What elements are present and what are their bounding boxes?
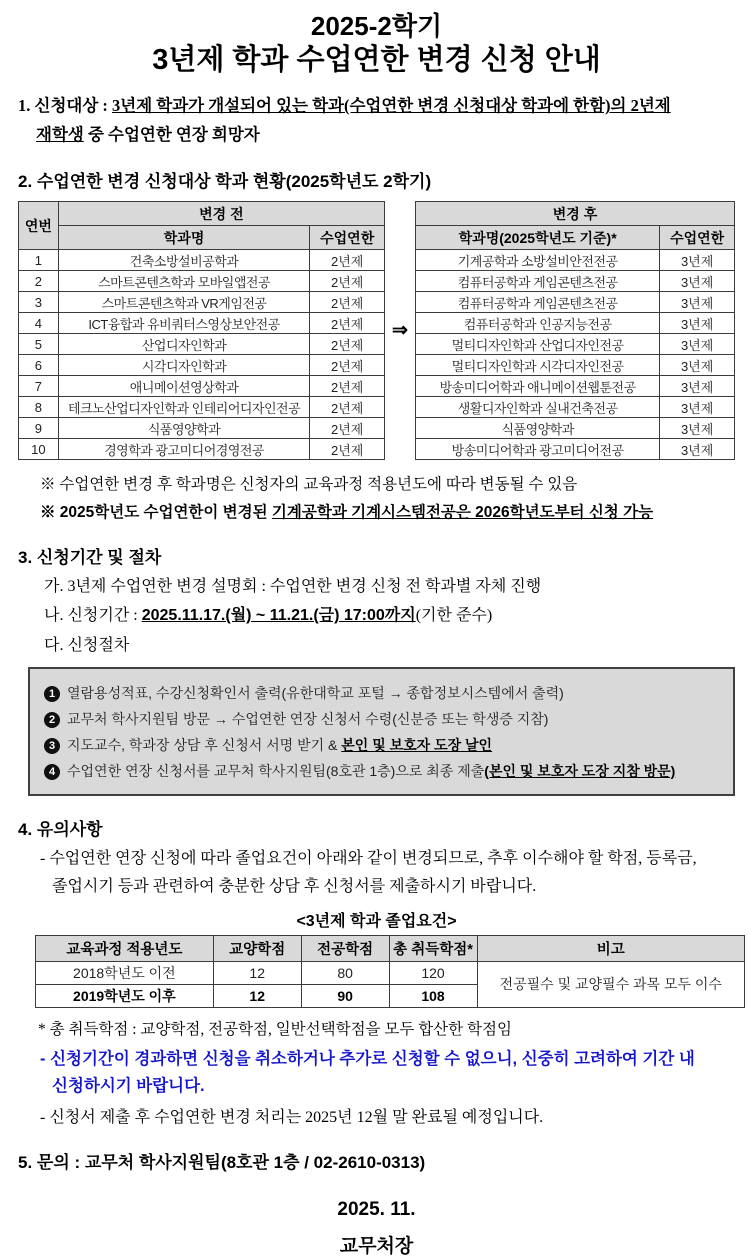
table-row <box>19 292 385 313</box>
after-years: 3년제 <box>660 376 735 397</box>
title-main: 3년제 학과 수업연한 변경 신청 안내 <box>152 43 601 76</box>
row-number: 2 <box>19 271 59 292</box>
note-2-prefix: ※ 2025학년도 수업연한이 변경된 <box>40 503 272 521</box>
after-department-name: 멀티디자인학과 시각디자인전공 <box>416 355 660 376</box>
after-department-name: 기계공학과 소방설비안전전공 <box>416 250 660 271</box>
step-number-icon: 4 <box>44 764 60 780</box>
item-da: 다. 신청절차 <box>44 637 130 655</box>
grad-col-general: 교양학점 <box>213 935 301 961</box>
before-department-name: 경영학과 광고미디어경영전공 <box>58 439 310 460</box>
table-row <box>19 397 385 418</box>
after-years: 3년제 <box>660 334 735 355</box>
step-emphasis: 본인 및 보호자 도장 날인 <box>341 736 493 753</box>
table-row <box>416 355 735 376</box>
row-number: 9 <box>19 418 59 439</box>
grad-total-credits: 108 <box>389 984 477 1007</box>
before-department-name: 식품영양학과 <box>58 418 310 439</box>
grad-note-cell: 전공필수 및 교양필수 과목 모두 이수 <box>477 961 745 1007</box>
after-years: 3년제 <box>660 355 735 376</box>
before-years: 2년제 <box>310 397 385 418</box>
procedure-step <box>44 680 721 706</box>
before-department-name: 산업디자인학과 <box>58 334 310 355</box>
row-number: 7 <box>19 376 59 397</box>
before-years: 2년제 <box>310 334 385 355</box>
table-row <box>416 334 735 355</box>
item-na-prefix: 나. 신청기간 : <box>44 607 142 625</box>
grad-general-credits: 12 <box>213 984 301 1007</box>
department-change-tables <box>18 201 735 460</box>
table-row <box>416 397 735 418</box>
grad-col-major: 전공학점 <box>301 935 389 961</box>
before-department-name: 테크노산업디자인학과 인테리어디자인전공 <box>58 397 310 418</box>
before-department-name: 스마트콘텐츠학과 VR게임전공 <box>58 292 310 313</box>
section-4-heading: 4. 유의사항 <box>18 819 103 839</box>
grad-col-total: 총 취득학점* <box>389 935 477 961</box>
step-text: 수업연한 연장 신청서를 교무처 학사지원팀(8호관 1층)으로 최종 제출 <box>67 762 485 779</box>
before-years: 2년제 <box>310 376 385 397</box>
before-department-name: 시각디자인학과 <box>58 355 310 376</box>
after-department-name: 식품영양학과 <box>416 418 660 439</box>
after-years: 3년제 <box>660 418 735 439</box>
grad-year: 2019학년도 이후 <box>36 984 214 1007</box>
table-row <box>416 313 735 334</box>
item-ga: 가. 3년제 수업연한 변경 설명회 : 수업연한 변경 신청 전 학과별 자체 진행 <box>44 577 542 595</box>
col-header-no: 연번 <box>19 202 59 250</box>
item-na <box>44 601 735 631</box>
after-department-name: 컴퓨터공학과 게임콘텐츠전공 <box>416 271 660 292</box>
table-row <box>416 271 735 292</box>
col-header-after-name: 학과명(2025학년도 기준)* <box>416 226 660 250</box>
section-3-heading: 3. 신청기간 및 절차 <box>18 547 162 567</box>
table-row <box>19 418 385 439</box>
total-credits-footnote: * 총 취득학점 : 교양학점, 전공학점, 일반선택학점을 모두 합산한 학점임 <box>38 1020 512 1038</box>
note-1: ※ 수업연한 변경 후 학과명은 신청자의 교육과정 적용년도에 따라 변동될 수 있음 <box>40 476 578 494</box>
graduation-table-caption: <3년제 학과 졸업요건> <box>296 912 457 930</box>
step-number-icon: 1 <box>44 686 60 702</box>
before-years: 2년제 <box>310 292 385 313</box>
note-2-underline: 기계공학과 기계시스템전공은 2026학년도부터 신청 가능 <box>271 503 654 521</box>
section-3-items <box>18 572 735 661</box>
before-years: 2년제 <box>310 418 385 439</box>
grad-general-credits: 12 <box>213 961 301 984</box>
col-header-before: 변경 전 <box>58 202 384 226</box>
document-title <box>18 10 735 77</box>
after-department-name: 방송미디어학과 광고미디어전공 <box>416 439 660 460</box>
item-na-rest: (기한 준수) <box>415 607 493 625</box>
before-years: 2년제 <box>310 355 385 376</box>
before-table-body <box>19 250 385 460</box>
before-department-name: 애니메이션영상학과 <box>58 376 310 397</box>
after-years: 3년제 <box>660 250 735 271</box>
step-number-icon: 2 <box>44 712 60 728</box>
footer-date: 2025. 11. <box>337 1198 416 1220</box>
step-text: 교무처 학사지원팀 방문 → 수업연한 연장 신청서 수령(신분증 또는 학생증 지참) <box>67 710 549 727</box>
after-years: 3년제 <box>660 397 735 418</box>
after-department-name: 컴퓨터공학과 인공지능전공 <box>416 313 660 334</box>
after-department-name: 생활디자인학과 실내건축전공 <box>416 397 660 418</box>
table-notes <box>18 471 735 527</box>
procedure-step <box>44 732 721 758</box>
title-semester: 2025-2학기 <box>310 11 443 41</box>
table-row <box>416 250 735 271</box>
table-row <box>19 376 385 397</box>
section-1-rest: 중 수업연한 연장 희망자 <box>83 125 260 145</box>
col-header-after: 변경 후 <box>416 202 735 226</box>
grad-major-credits: 80 <box>301 961 389 984</box>
before-years: 2년제 <box>310 439 385 460</box>
row-number: 3 <box>19 292 59 313</box>
after-department-name: 컴퓨터공학과 게임콘텐츠전공 <box>416 292 660 313</box>
section-1-eligibility <box>18 92 735 150</box>
grad-row-2018 <box>36 961 745 984</box>
row-number: 5 <box>19 334 59 355</box>
grad-total-credits: 120 <box>389 961 477 984</box>
row-number: 1 <box>19 250 59 271</box>
step-number-icon: 3 <box>44 738 60 754</box>
application-period: 2025.11.17.(월) ~ 11.21.(금) 17:00까지 <box>141 607 416 625</box>
before-department-name: ICT융합과 유비쿼터스영상보안전공 <box>58 313 310 334</box>
before-years: 2년제 <box>310 271 385 292</box>
grad-major-credits: 90 <box>301 984 389 1007</box>
table-row <box>416 292 735 313</box>
table-row <box>416 439 735 460</box>
grad-col-year: 교육과정 적용년도 <box>36 935 214 961</box>
graduation-requirements-table <box>35 935 745 1008</box>
after-years: 3년제 <box>660 271 735 292</box>
col-header-after-years: 수업연한 <box>660 226 735 250</box>
procedure-box <box>28 667 735 796</box>
deadline-warning: - 신청기간이 경과하면 신청을 취소하거나 추가로 신청할 수 없으니, 신중히 고려하여 기간 내 신청하시기 바랍니다. <box>40 1049 695 1095</box>
after-years: 3년제 <box>660 313 735 334</box>
after-change-table <box>415 201 735 460</box>
after-department-name: 멀티디자인학과 산업디자인전공 <box>416 334 660 355</box>
row-number: 6 <box>19 355 59 376</box>
row-number: 8 <box>19 397 59 418</box>
step-text: 지도교수, 학과장 상담 후 신청서 서명 받기 & <box>67 736 342 753</box>
table-row <box>19 439 385 460</box>
after-years: 3년제 <box>660 439 735 460</box>
section-1-underline-1: 3년제 학과가 개설되어 있는 학과(수업연한 변경 신청대상 학과에 한함)의 2년제 <box>112 96 671 116</box>
grad-col-note: 비고 <box>477 935 745 961</box>
table-row <box>416 376 735 397</box>
before-department-name: 스마트콘텐츠학과 모바일앱전공 <box>58 271 310 292</box>
procedure-step <box>44 706 721 732</box>
step-text: 열람용성적표, 수강신청확인서 출력(유한대학교 포털 → 종합정보시스템에서 출력) <box>67 684 564 701</box>
procedure-step <box>44 758 721 784</box>
after-years: 3년제 <box>660 292 735 313</box>
after-department-name: 방송미디어학과 애니메이션웹툰전공 <box>416 376 660 397</box>
section-1-prefix: 1. 신청대상 : <box>18 96 113 116</box>
section-2-heading: 2. 수업연한 변경 신청대상 학과 현황(2025학년도 2학기) <box>18 172 432 192</box>
section-5-contact: 5. 문의 : 교무처 학사지원팀(8호관 1층 / 02-2610-0313) <box>18 1152 426 1172</box>
row-number: 4 <box>19 313 59 334</box>
before-change-table <box>18 201 385 460</box>
before-years: 2년제 <box>310 250 385 271</box>
before-department-name: 건축소방설비공학과 <box>58 250 310 271</box>
table-row <box>19 271 385 292</box>
after-table-body <box>416 250 735 460</box>
footer-signer: 교무처장 <box>339 1235 414 1257</box>
table-row <box>416 418 735 439</box>
col-header-before-years: 수업연한 <box>310 226 385 250</box>
table-row <box>19 334 385 355</box>
table-row <box>19 250 385 271</box>
before-years: 2년제 <box>310 313 385 334</box>
note-2 <box>40 499 735 527</box>
section-4-item-1: - 수업연한 연장 신청에 따라 졸업요건이 아래와 같이 변경되므로, 추후 이수해야 할 학점, 등록금, 졸업시기 등과 관련하여 충분한 상담 후 신청서를 제출하시기 바랍니다. <box>40 849 697 895</box>
section-1-underline-2: 재학생 <box>36 125 84 145</box>
table-row <box>19 313 385 334</box>
section-4-last-item: - 신청서 제출 후 수업연한 변경 처리는 2025년 12월 말 완료될 예정입니다. <box>40 1109 544 1127</box>
row-number: 10 <box>19 439 59 460</box>
table-row <box>19 355 385 376</box>
grad-year: 2018학년도 이전 <box>36 961 214 984</box>
change-arrow-icon: ⇒ <box>392 320 408 342</box>
step-emphasis: (본인 및 보호자 도장 지참 방문) <box>484 762 676 779</box>
document-footer <box>18 1199 735 1258</box>
col-header-before-name: 학과명 <box>58 226 310 250</box>
